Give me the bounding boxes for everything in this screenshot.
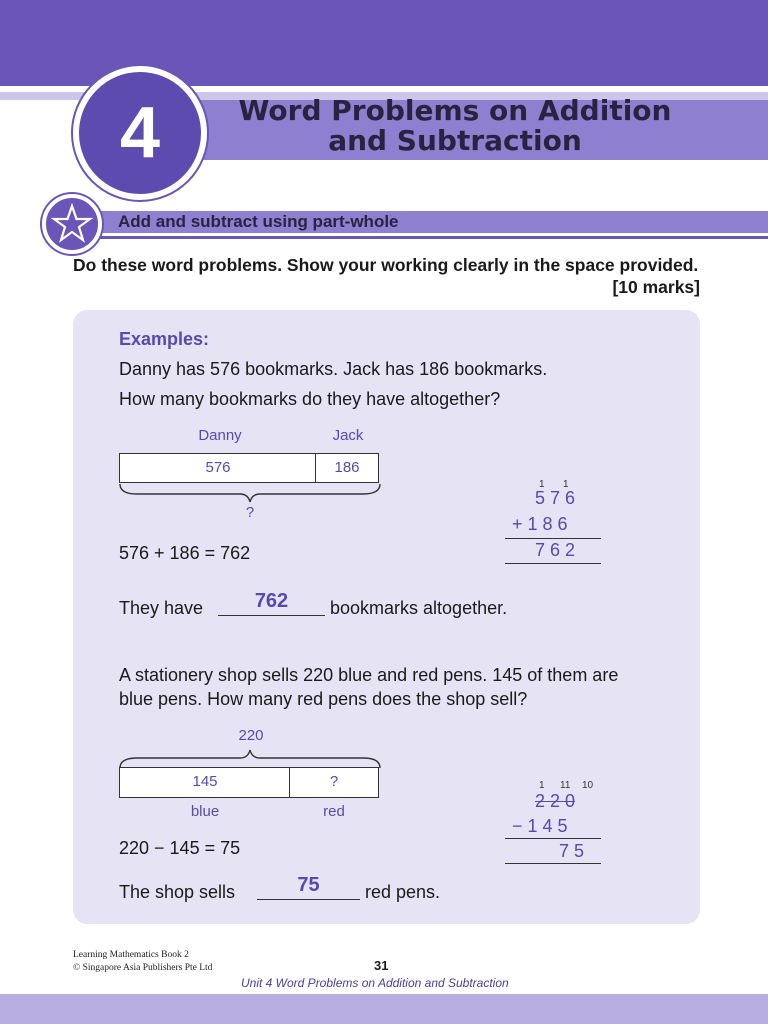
ex2-label-red: red (323, 803, 345, 820)
unit-title-line2: and Subtraction (328, 124, 582, 157)
ex1-column-row1: 5 7 6 (535, 488, 576, 508)
ex1-bar-jack: 186 (315, 453, 379, 483)
ex2-answer-suffix: red pens. (365, 882, 441, 902)
ex1-carry-1: 1 (539, 479, 545, 490)
footer-unit-line: Unit 4 Word Problems on Addition and Subtraction (241, 976, 509, 990)
ex1-column-row2: + 1 8 6 (512, 514, 568, 534)
ex2-regroup-10: 10 (582, 780, 594, 791)
ex2-column-row1: 2 2 0 (535, 791, 576, 811)
ex1-answer-value: 762 (218, 590, 325, 616)
ex1-answer-suffix: bookmarks altogether. (330, 598, 508, 618)
footer-publisher: © Singapore Asia Publishers Pte Ltd (73, 963, 213, 973)
ex2-whole-label: 220 (238, 727, 264, 744)
unit-title-line1: Word Problems on Addition (238, 94, 672, 127)
page-number: 31 (374, 958, 389, 973)
ex2-column-result: 7 5 (559, 841, 585, 861)
ex2-answer-value: 75 (257, 874, 360, 900)
ex2-label-blue: blue (190, 803, 220, 820)
ex2-answer-prefix: The shop sells (119, 882, 236, 902)
ex1-whole-unknown: ? (245, 504, 255, 521)
ex1-answer-prefix: They have (119, 598, 204, 618)
footer-book-title: Learning Mathematics Book 2 (73, 950, 189, 960)
examples-heading: Examples: (119, 329, 210, 349)
instructions-text: Do these word problems. Show your working clearly in the space provided. (73, 255, 699, 275)
footer-band (0, 994, 768, 1024)
ex1-column-rule1 (505, 538, 601, 539)
ex2-equation: 220 − 145 = 75 (119, 838, 241, 858)
ex2-bar-red: ? (289, 767, 379, 798)
section-underline (90, 236, 768, 239)
ex2-question-line1: A stationery shop sells 220 blue and red pens. 145 of them are (119, 665, 619, 685)
ex1-column-rule2 (505, 563, 601, 564)
ex2-regroup-1: 1 (539, 780, 545, 791)
unit-title (190, 96, 720, 156)
ex2-question-line2: blue pens. How many red pens does the shop sell? (119, 689, 528, 709)
ex2-column-rule1 (505, 838, 601, 839)
ex2-column-row2: − 1 4 5 (512, 816, 568, 836)
section-title: Add and subtract using part-whole (118, 212, 399, 231)
ex1-carry-2: 1 (563, 479, 569, 490)
ex1-label-danny: Danny (198, 427, 242, 444)
ex1-question-line2: How many bookmarks do they have altogether? (119, 389, 501, 409)
marks-total: [10 marks] (612, 277, 700, 297)
ex1-bar-danny: 576 (119, 453, 317, 483)
unit-number-badge: 4 (73, 66, 207, 200)
star-icon (46, 198, 98, 250)
ex2-regroup-11: 11 (560, 780, 571, 791)
ex1-equation: 576 + 186 = 762 (119, 543, 251, 563)
ex1-question-line1: Danny has 576 bookmarks. Jack has 186 bookmarks. (119, 359, 548, 379)
ex2-column-rule2 (505, 863, 601, 864)
ex1-whole-brace (117, 482, 383, 504)
star-badge (42, 194, 102, 254)
ex1-column-result: 7 6 2 (535, 540, 576, 560)
ex1-label-jack: Jack (332, 427, 364, 444)
ex2-bar-blue: 145 (119, 767, 291, 798)
